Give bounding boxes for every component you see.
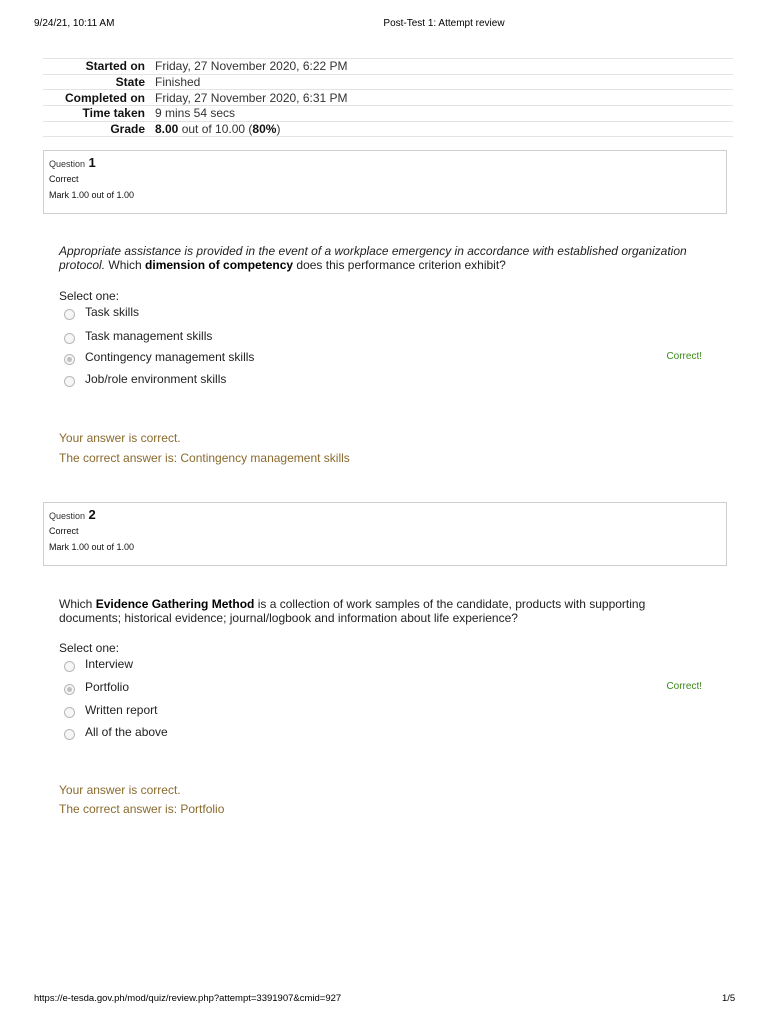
correct-feedback-mark: Correct!	[666, 681, 702, 692]
grade-end: )	[276, 122, 281, 137]
grade-value	[155, 121, 733, 137]
grade-percent: 80%	[252, 122, 277, 137]
summary-row-grade	[43, 121, 733, 137]
print-header	[0, 18, 768, 32]
radio-button[interactable]	[64, 707, 75, 718]
question-mark: Mark 1.00 out of 1.00	[49, 542, 135, 552]
answer-option-selected[interactable]	[64, 350, 709, 368]
grade-middle: out of 10.00 (	[178, 122, 253, 137]
question-text-post: is a collection of work samples of the candidate, products with supporting documents; historical evidence; journal/logbook and information about life experience?	[59, 597, 646, 625]
select-one-prompt: Select one:	[59, 641, 120, 655]
radio-button-checked[interactable]	[64, 684, 75, 695]
question-text-bold: Evidence Gathering Method	[95, 597, 255, 611]
select-one-prompt: Select one:	[59, 289, 120, 303]
answer-option-label: Portfolio	[85, 680, 130, 694]
question-info-1	[43, 150, 727, 214]
radio-button[interactable]	[64, 376, 75, 387]
summary-row-state	[43, 74, 733, 90]
question-info-2	[43, 502, 727, 566]
answer-feedback: Your answer is correct.	[59, 783, 181, 797]
question-text-pre: Which	[59, 597, 96, 611]
answer-option-label: All of the above	[85, 725, 168, 739]
summary-label: Completed on	[65, 90, 145, 105]
answer-option-label: Task skills	[85, 305, 140, 319]
answer-option[interactable]	[64, 372, 709, 390]
grade-score: 8.00	[155, 122, 179, 137]
question-number	[49, 155, 726, 171]
answer-option[interactable]	[64, 703, 709, 721]
radio-button[interactable]	[64, 309, 75, 320]
question-text-1	[59, 244, 699, 272]
summary-label: Started on	[85, 59, 145, 74]
radio-button[interactable]	[64, 729, 75, 740]
answer-option-label: Task management skills	[85, 329, 213, 343]
print-url: https://e-tesda.gov.ph/mod/quiz/review.php?attempt=3391907&cmid=927	[34, 993, 342, 1004]
question-text-pre: Which	[105, 258, 146, 272]
radio-button[interactable]	[64, 661, 75, 672]
summary-label: Time taken	[82, 106, 145, 121]
question-number	[49, 507, 726, 523]
summary-label: State	[115, 75, 145, 90]
question-mark: Mark 1.00 out of 1.00	[49, 190, 135, 200]
answer-option-label: Job/role environment skills	[85, 372, 227, 386]
right-answer: The correct answer is: Portfolio	[59, 802, 225, 816]
answer-option-selected[interactable]	[64, 680, 709, 698]
answer-option-label: Contingency management skills	[85, 350, 255, 364]
summary-row-time-taken	[43, 106, 733, 122]
question-state: Correct	[49, 174, 79, 184]
question-prefix: Question	[49, 511, 86, 521]
summary-value: Finished	[155, 75, 201, 90]
radio-button[interactable]	[64, 333, 75, 344]
question-text-italic: Appropriate assistance is provided in the event of a workplace emergency in accordance with established organization protocol.	[59, 244, 687, 272]
answer-feedback: Your answer is correct.	[59, 431, 181, 445]
question-text-bold: dimension of competency	[145, 258, 294, 272]
question-prefix: Question	[49, 159, 86, 169]
question-text-2	[59, 597, 699, 625]
summary-value: Friday, 27 November 2020, 6:31 PM	[155, 90, 348, 105]
summary-row-completed	[43, 90, 733, 106]
summary-value: Friday, 27 November 2020, 6:22 PM	[155, 59, 348, 74]
correct-feedback-mark: Correct!	[666, 351, 702, 362]
question-text-post: does this performance criterion exhibit?	[293, 258, 506, 272]
attempt-summary-table	[43, 58, 733, 137]
radio-button-checked[interactable]	[64, 354, 75, 365]
summary-row-started	[43, 59, 733, 75]
question-state: Correct	[49, 526, 79, 536]
answer-option[interactable]	[64, 657, 709, 675]
answer-option[interactable]	[64, 329, 709, 347]
answer-option[interactable]	[64, 725, 709, 743]
answer-option-label: Written report	[85, 703, 158, 717]
summary-label: Grade	[110, 122, 145, 137]
print-page-title: Post-Test 1: Attempt review	[383, 18, 505, 29]
summary-value: 9 mins 54 secs	[155, 106, 236, 121]
print-page-number: 1/5	[722, 993, 736, 1004]
question-number-value: 1	[88, 155, 96, 170]
question-number-value: 2	[88, 507, 96, 522]
print-datetime: 9/24/21, 10:11 AM	[34, 18, 115, 29]
right-answer: The correct answer is: Contingency management skills	[59, 451, 350, 465]
answer-option[interactable]	[64, 305, 709, 323]
answer-option-label: Interview	[85, 657, 134, 671]
